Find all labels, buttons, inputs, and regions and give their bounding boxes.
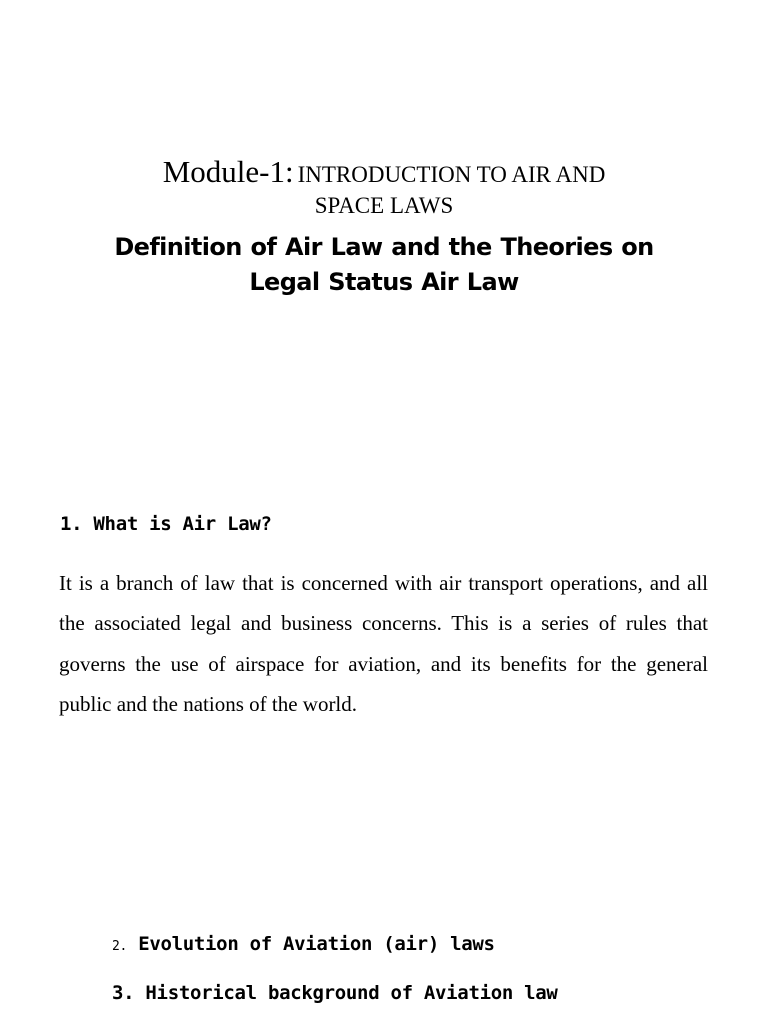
section-2-title: Evolution of Aviation (air) laws — [138, 933, 495, 955]
section-2-number: 2. — [112, 939, 128, 954]
subtitle-line-1: Definition of Air Law and the Theories on — [114, 233, 654, 261]
module-title-text: INTRODUCTION TO AIR AND — [297, 162, 606, 187]
module-label: Module-1: — [162, 154, 294, 189]
subtitle-line-2: Legal Status Air Law — [249, 268, 519, 296]
section-1-heading: 1. What is Air Law? — [60, 513, 272, 535]
module-title — [0, 156, 768, 187]
module-title-continued: SPACE LAWS — [314, 193, 454, 218]
page-subtitle — [0, 230, 768, 300]
section-3-heading: 3. Historical background of Aviation law — [112, 982, 558, 1004]
section-1-paragraph: It is a branch of law that is concerned with air transport operations, and all the associated legal and business concerns. This is a series of rules that governs the use of airspace for aviation, and its benefits for the general public and the nations of the world. — [59, 571, 708, 716]
section-2-heading — [112, 935, 495, 954]
